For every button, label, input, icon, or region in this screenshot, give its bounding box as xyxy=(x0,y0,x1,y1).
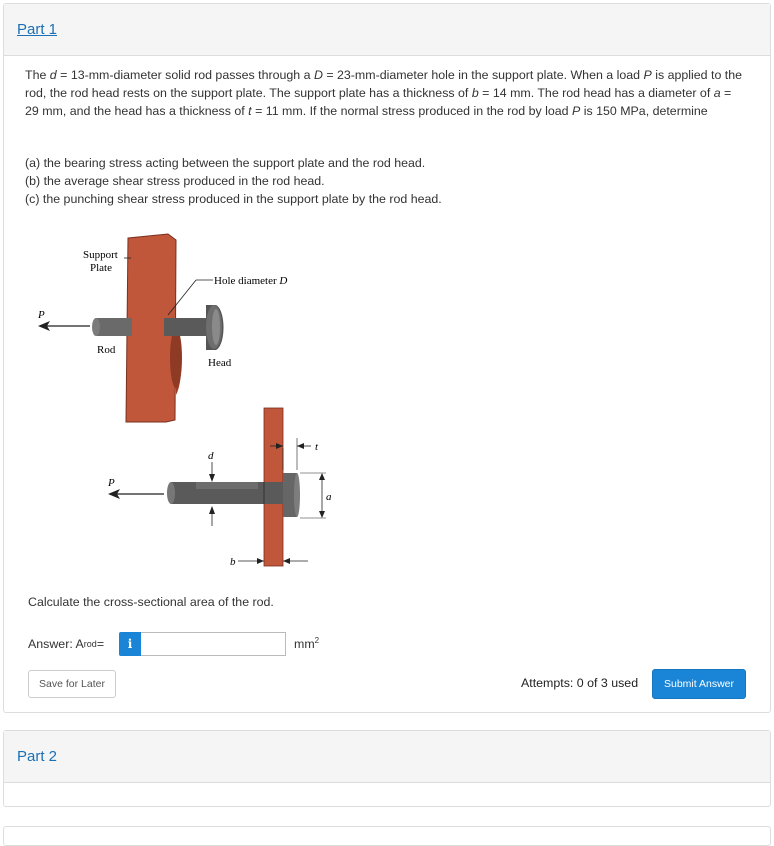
problem-variable: d xyxy=(49,68,57,82)
support-plate-label-2: Plate xyxy=(90,262,112,274)
problem-text: The xyxy=(25,68,50,82)
part2-panel xyxy=(3,730,771,807)
unit-label: $mm^2$ xyxy=(294,636,320,652)
part-b: (b) the average shear stress produced in the rod head. xyxy=(25,174,325,188)
d-label: d xyxy=(208,450,214,462)
part1-header xyxy=(4,4,770,56)
rod-support-figure xyxy=(28,230,348,580)
p-label-bottom: P xyxy=(108,477,115,489)
question-text: Calculate the cross-sectional area of the rod. xyxy=(28,595,274,609)
hole-diameter-label: Hole diameter D xyxy=(214,275,288,287)
problem-variable: a xyxy=(713,86,721,100)
problem-text: = 23-mm-diameter hole in the support plate. When a load xyxy=(322,68,644,82)
problem-text: = 14 mm. The rod head has a diameter of xyxy=(478,86,714,100)
p-label-top: P xyxy=(38,309,45,321)
part1-title-link[interactable]: Part 1 xyxy=(17,21,58,38)
problem-text: = 11 mm. If the normal stress produced in the rod by load xyxy=(251,104,572,118)
rod-label: Rod xyxy=(97,344,116,356)
answer-label: Answer: A rod = xyxy=(28,637,105,651)
problem-text: is 150 MPa, determine xyxy=(580,104,708,118)
problem-variable: t xyxy=(248,104,252,118)
a-label: a xyxy=(326,491,332,503)
save-for-later-button[interactable]: Save for Later xyxy=(28,670,116,698)
part2-header xyxy=(4,731,770,783)
problem-parts xyxy=(25,154,745,208)
t-label: t xyxy=(315,441,319,453)
submit-answer-button[interactable]: Submit Answer xyxy=(652,669,746,699)
part-a: (a) the bearing stress acting between the support plate and the rod head. xyxy=(25,156,426,170)
problem-text: = 29 mm, and the head has a thickness of xyxy=(25,86,732,118)
problem-variable: D xyxy=(313,68,323,82)
part2-title[interactable]: Part 2 xyxy=(17,748,58,765)
attempts-counter: Attempts: 0 of 3 used xyxy=(521,676,639,690)
answer-input[interactable] xyxy=(141,632,286,656)
problem-text: is applied to the rod, the rod head rests on the support plate. The support plate has a thickness of xyxy=(25,68,743,100)
problem-variable: b xyxy=(471,86,479,100)
head-label: Head xyxy=(208,357,232,369)
part3-panel-edge xyxy=(3,826,771,846)
info-icon[interactable]: i xyxy=(119,632,141,656)
problem-statement xyxy=(25,66,745,120)
b-label: b xyxy=(230,556,236,568)
support-plate-label: Support xyxy=(83,249,118,261)
problem-text: = 13-mm-diameter solid rod passes through a xyxy=(56,68,314,82)
part-c: (c) the punching shear stress produced in the support plate by the rod head. xyxy=(25,192,442,206)
problem-variable: P xyxy=(643,68,652,82)
problem-variable: P xyxy=(572,104,581,118)
